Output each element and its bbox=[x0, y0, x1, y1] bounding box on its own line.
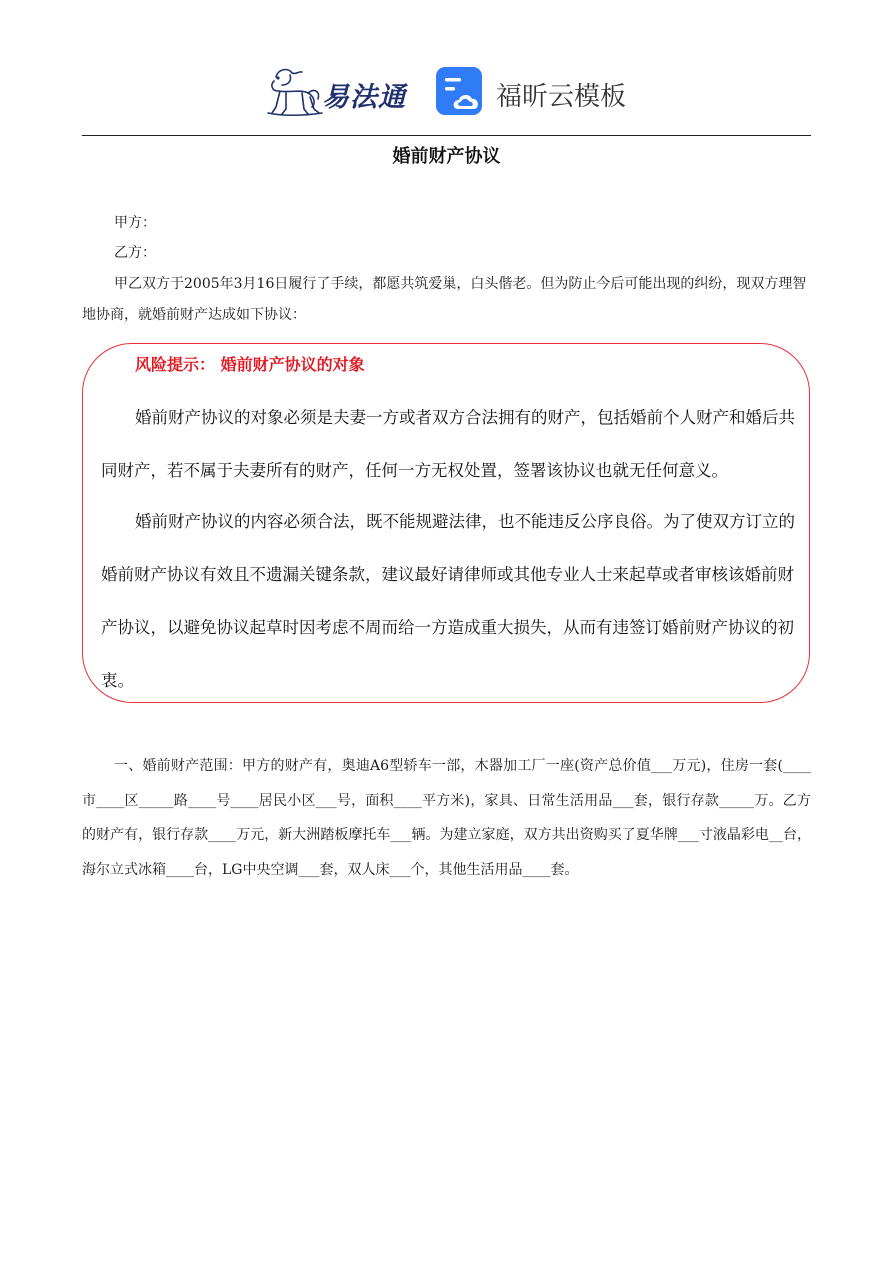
yifatong-logo bbox=[262, 63, 412, 118]
qilin-icon bbox=[262, 63, 324, 118]
risk-notice-title: 风险提示： 婚前财产协议的对象 bbox=[135, 355, 365, 374]
property-scope-paragraph: 一、婚前财产范围：甲方的财产有，奥迪A6型轿车一部，木器加工厂一座(资产总价值___万元)，住房一套(____市____区_____路____号____居民小区___号，面积____平方米)，家具、日常生活用品___套，银行存款_____万。乙方的财产有，银行存款____万元，新大洲踏板摩托车___辆。为建立家庭，双方共出资购买了夏华牌___寸液晶彩电__台，海尔立式冰箱____台，LG中央空调___套，双人床___个，其他生活用品____套。 bbox=[82, 758, 811, 878]
yifatong-logo-text: 易法通 bbox=[322, 82, 406, 113]
cloud-document-icon bbox=[436, 65, 488, 117]
risk-paragraph-1: 婚前财产协议的对象必须是夫妻一方或者双方合法拥有的财产，包括婚前个人财产和婚后共同财产，若不属于夫妻所有的财产，任何一方无权处置，签署该协议也就无任何意义。 bbox=[101, 408, 795, 480]
risk-paragraph-2: 婚前财产协议的内容必须合法，既不能规避法律，也不能违反公序良俗。为了使双方订立的婚前财产协议有效且不遗漏关键条款，建议最好请律师或其他专业人士来起草或者审核该婚前财产协议，以避免协议起草时因考虑不周而给一方造成重大损失，从而有违签订婚前财产协议的初衷。 bbox=[101, 512, 795, 690]
party-b-line: 乙方： bbox=[114, 245, 156, 261]
intro-paragraph: 甲乙双方于2005年3月16日履行了手续，都愿共筑爱巢，白头偕老。但为防止今后可能出现的纠纷，现双方理智地协商，就婚前财产达成如下协议： bbox=[82, 276, 807, 323]
fuxin-logo-text: 福昕云模板 bbox=[496, 82, 627, 112]
page-title: 婚前财产协议 bbox=[392, 146, 501, 167]
page-header bbox=[0, 55, 893, 125]
party-a-line: 甲方： bbox=[114, 215, 156, 231]
header-divider bbox=[82, 135, 811, 136]
fuxin-logo bbox=[436, 65, 636, 117]
